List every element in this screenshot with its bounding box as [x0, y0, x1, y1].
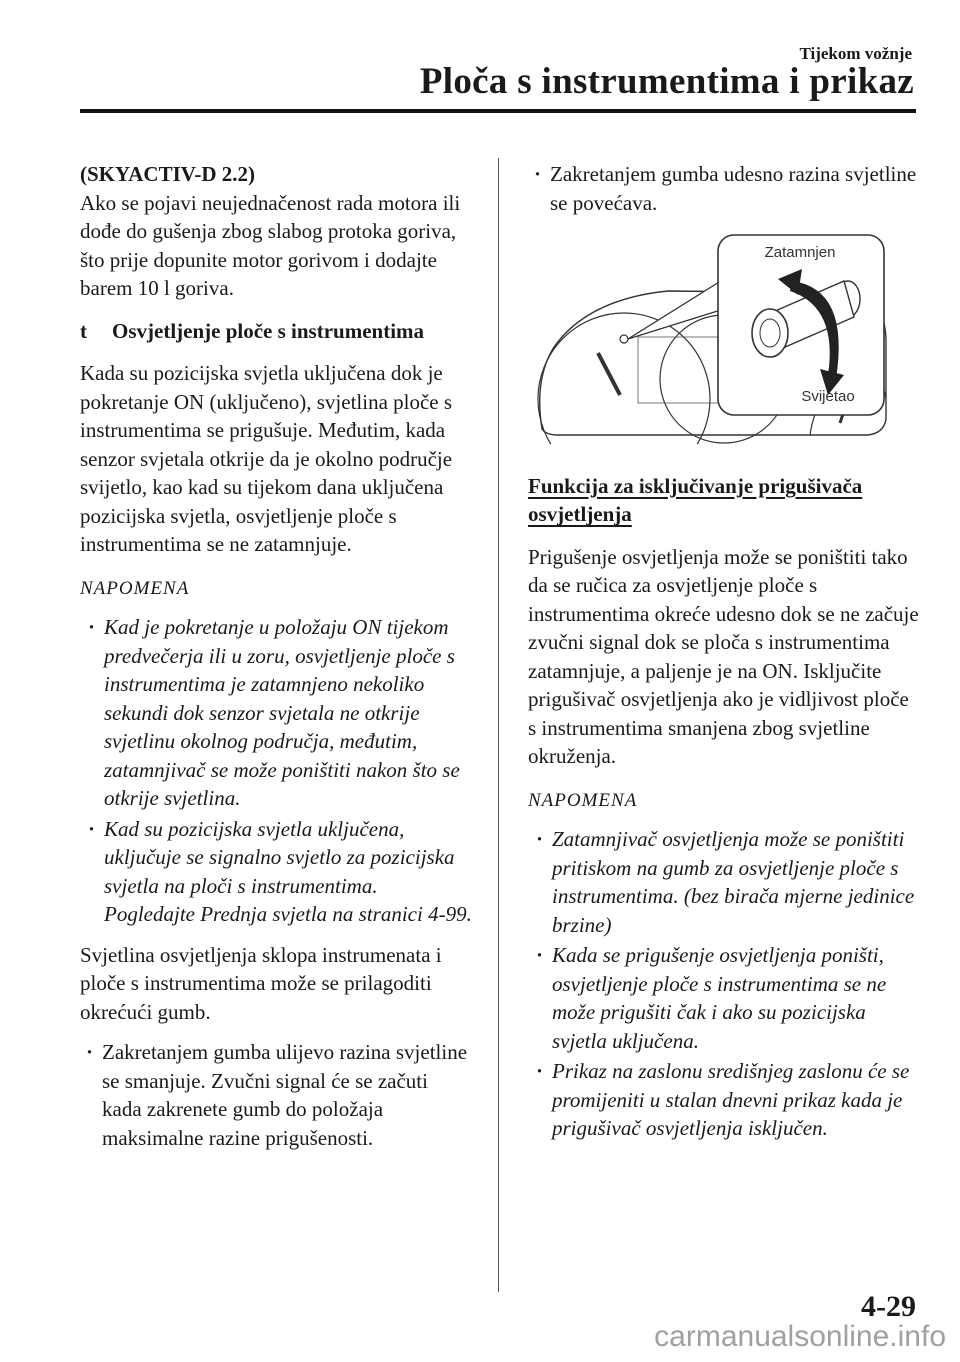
header-rule	[80, 109, 916, 113]
bullet-list	[80, 1038, 472, 1152]
skyactiv-text: Ako se pojavi neujednačenost rada motora ili dođe do gušenja zbog slabog protoka goriva, što prije dopunite motor gorivom i dodajte barem 10 l goriva.	[80, 190, 461, 300]
subsection-heading: Funkcija za isključivanje prigušivača osvjetljenja	[528, 473, 863, 526]
header-section: Tijekom vožnje	[799, 44, 912, 63]
bullet-list	[528, 160, 920, 217]
note-reference: Pogledajte Prednja svjetla na stranici 4-99.	[104, 902, 472, 926]
note-item	[82, 815, 472, 929]
paragraph-1: Kada su pozicijska svjetla uključena dok je pokretanje ON (uključeno), svjetlina ploče s instrumentima se prigušuje. Međutim, kada senzor svjetala otkrije da je okolno područje svijetlo, kao kad su tijekom dana uključena pozicijska svjetla, osvjetljenje ploče s instrumentima se ne zatamnjuje.	[80, 361, 453, 556]
right-column	[528, 160, 920, 1155]
paragraph-3: Prigušenje osvjetljenja može se poništiti tako da se ručica za osvjetljenje ploče s instrumentima okreće udesno dok se ne začuje zvučni signal dok se ploča s instrumentima zatamnjuje, a paljenje je na ON. Isključite prigušivač osvjetljenja ako je vidljivost ploče s instrumentima smanjena zbog svjetline okruženja.	[528, 544, 919, 768]
section-mark: t	[80, 318, 87, 343]
column-divider	[498, 158, 499, 1292]
watermark: carmanualsonline.info	[654, 1320, 946, 1353]
section-heading	[80, 317, 472, 346]
skyactiv-heading: (SKYACTIV-D 2.2)	[80, 162, 256, 186]
page-title: Ploča s instrumentima i prikaz	[419, 61, 914, 102]
section-title: Osvjetljenje ploče s instrumentima	[112, 318, 425, 343]
note-list	[80, 613, 472, 929]
speedometer-gauge	[538, 313, 710, 444]
page-number: 4-29	[861, 1290, 916, 1323]
note-item: · Prikaz na zaslonu središnjeg zaslonu će se promijeniti u stalan dnevni prikaz kada je prigušivač osvjetljenja isključen.	[530, 1057, 920, 1143]
note-item: · Kad je pokretanje u položaju ON tijekom predvečerja ili u zoru, osvjetljenje ploče s instrumentima je zatamnjeno nekoliko sekundi dok senzor svjetala ne otkrije svjetlinu okolnog područja, međutim, zatamnjivač se može poništiti nakon što se otkrije svjetlina.	[82, 613, 472, 813]
dimmer-illustration	[528, 229, 920, 452]
bullet-item: · Zakretanjem gumba udesno razina svjetline se povećava.	[528, 160, 920, 217]
note-label: NAPOMENA	[80, 577, 190, 599]
note-label: NAPOMENA	[528, 789, 638, 811]
note-text: Kad su pozicijska svjetla uključena, uključuje se signalno svjetlo za pozicijska svjetla na ploči s instrumentima.	[104, 816, 455, 898]
paragraph-2: Svjetlina osvjetljenja sklopa instrumenata i ploče s instrumentima može se prilagoditi okrećući gumb.	[80, 942, 442, 1024]
bullet-item: · Zakretanjem gumba ulijevo razina svjetline se smanjuje. Zvučni signal će se začuti kada zakrenete gumb do položaja maksimalne razine prigušenosti.	[80, 1038, 472, 1152]
note-item: · Kada se prigušenje osvjetljenja poništi, osvjetljenje ploče s instrumentima se ne može prigušiti čak i ako su pozicijska svjetla uključena.	[530, 941, 920, 1055]
note-item: · Zatamnjivač osvjetljenja može se poništiti pritiskom na gumb za osvjetljenje ploče s instrumentima. (bez birača mjerne jedinice brzine)	[530, 825, 920, 939]
instrument-cluster-illustration	[528, 229, 888, 444]
label-dark: Zatamnjen	[764, 244, 836, 261]
left-column	[80, 160, 472, 1164]
gauge-needle	[598, 353, 620, 395]
dimmer-knob-location	[620, 335, 628, 343]
note-list	[528, 825, 920, 1143]
label-bright: Svijetao	[801, 388, 855, 405]
